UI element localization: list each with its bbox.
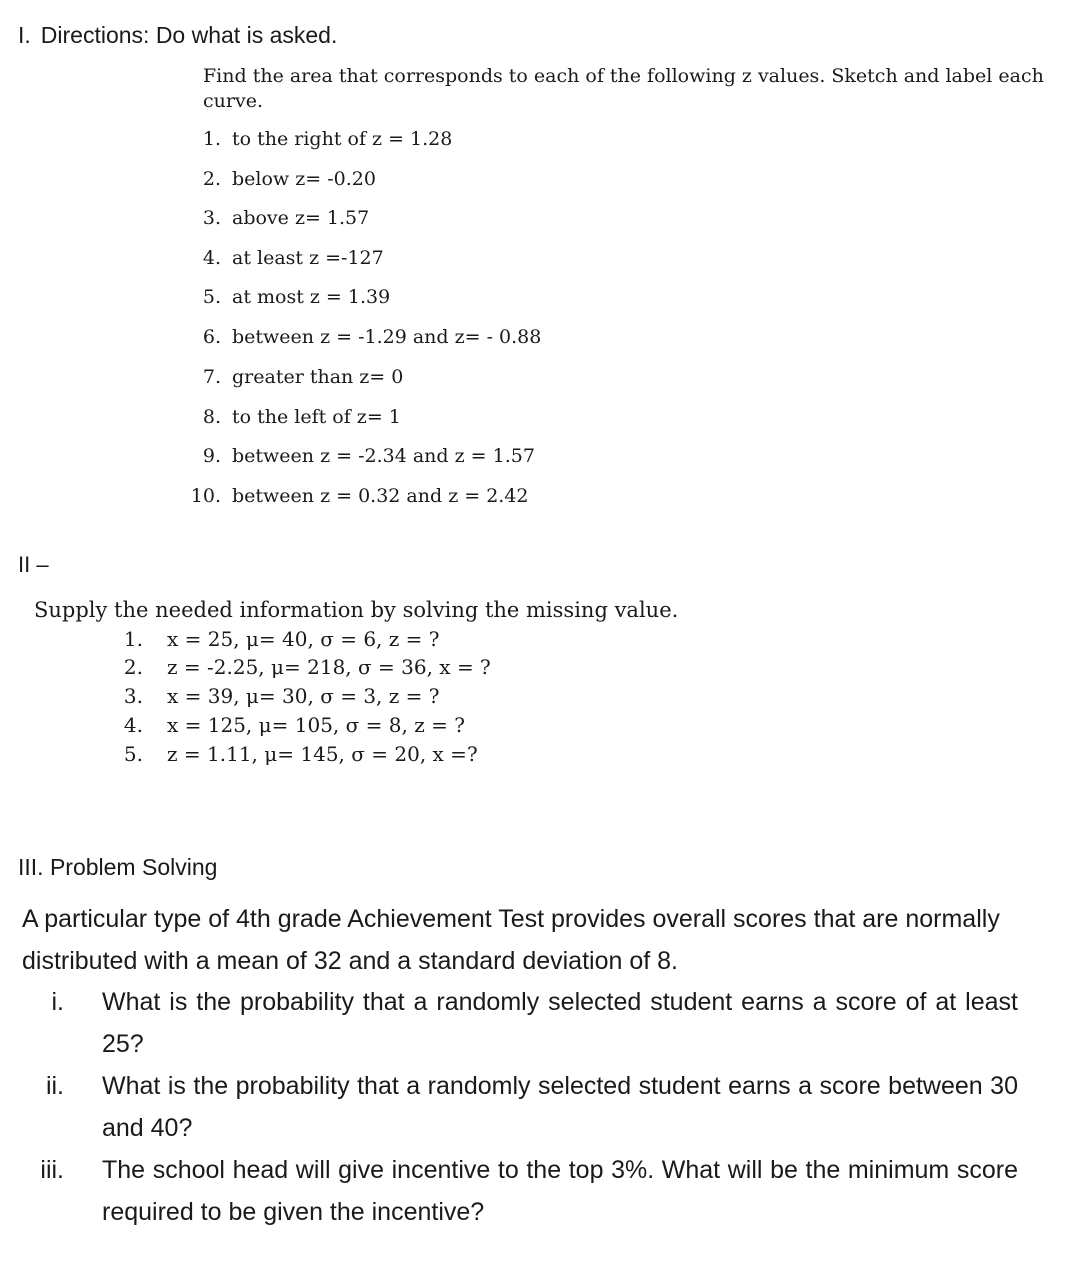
missing-value-item: 4. x = 125, μ= 105, σ = 8, z = ?	[123, 713, 465, 737]
section-1-heading	[18, 22, 337, 49]
problem-question: iii. The school head will give incentive to the top 3%. What will be the minimum score required to be given the incentive?	[40, 1156, 1018, 1226]
z-area-item: 9. between z = -2.34 and z = 1.57	[202, 445, 535, 467]
missing-value-item: 5. z = 1.11, μ= 145, σ = 20, x =?	[123, 742, 478, 766]
section-2-instructions: Supply the needed information by solving the missing value.	[34, 598, 679, 622]
section-1-title: Directions: Do what is asked.	[40, 22, 338, 48]
z-area-item: 7. greater than z= 0	[202, 366, 404, 388]
z-area-item: 8. to the left of z= 1	[202, 406, 401, 428]
problem-question: ii. What is the probability that a randomly selected student earns a score between 30 and 40?	[45, 1072, 1018, 1142]
z-area-item: 10. between z = 0.32 and z = 2.42	[190, 485, 529, 507]
z-area-item: 2. below z= -0.20	[202, 168, 376, 190]
section-1-label: I.	[18, 22, 31, 48]
z-area-item: 5. at most z = 1.39	[202, 286, 391, 308]
problem-question: i. What is the probability that a randomly selected student earns a score of at least 25?	[51, 988, 1018, 1058]
z-area-item: 1. to the right of z = 1.28	[202, 128, 453, 150]
z-area-item: 4. at least z =-127	[202, 247, 384, 269]
section-2-heading: II –	[18, 552, 49, 577]
section-3-heading: III. Problem Solving	[18, 854, 218, 880]
section-3-problem-statement: A particular type of 4th grade Achievement Test provides overall scores that are normally distributed with a mean of 32 and a standard deviation of 8.	[22, 905, 1000, 975]
missing-value-item: 3. x = 39, μ= 30, σ = 3, z = ?	[123, 684, 440, 708]
missing-value-item: 1. x = 25, μ= 40, σ = 6, z = ?	[123, 627, 440, 651]
missing-value-item: 2. z = -2.25, μ= 218, σ = 36, x = ?	[123, 655, 491, 679]
z-area-item: 3. above z= 1.57	[202, 207, 370, 229]
z-area-item: 6. between z = -1.29 and z= - 0.88	[202, 326, 542, 348]
section-1-instructions: Find the area that corresponds to each of the following z values. Sketch and label each curve.	[203, 65, 1044, 112]
